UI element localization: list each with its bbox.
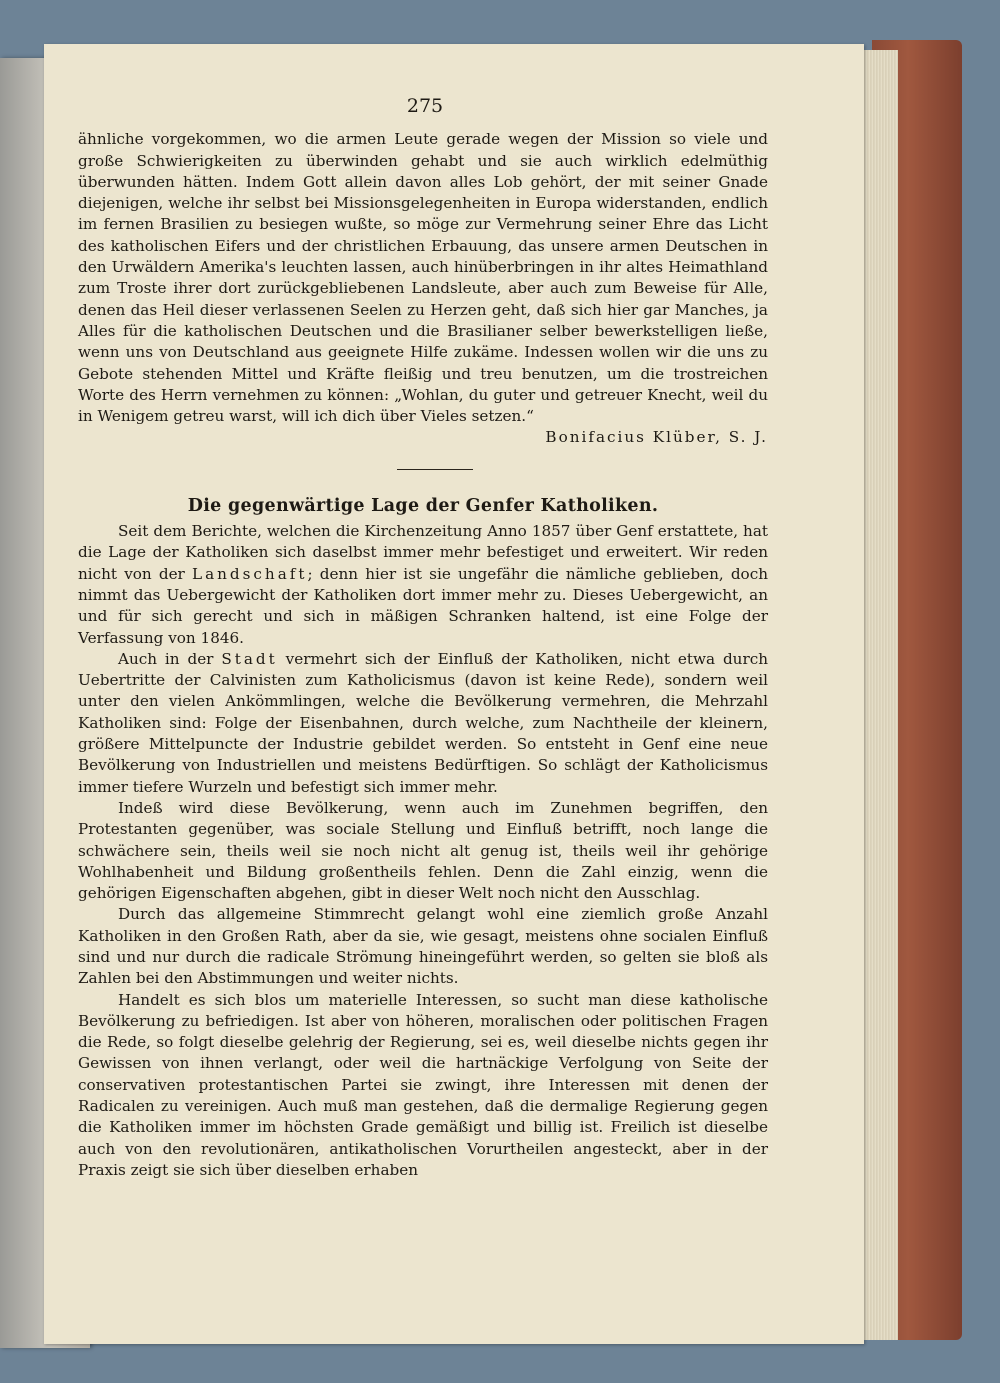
paragraph-text: Auch in der (118, 649, 222, 668)
paragraph-text: Seit dem Berichte, welchen die Kirchenzeitung Anno 1857 über Genf erstattete, hat die Lage der Katholiken sich daselbst immer mehr befestiget und erweitert. Wir reden nicht von der (78, 522, 768, 583)
intro-paragraph: ähnliche vorgekommen, wo die armen Leute gerade wegen der Mission so viele und große Schwierigkeiten zu überwinden gehabt und sie auch wirklich edelmüthig überwunden hätten. Indem Gott allein davon alles Lob gehört, der mit seiner Gnade diejenigen, welche ihr selbst bei Missionsgelegenheiten in Europa widerstanden, endlich im fernen Brasilien zu besiegen wußte, so möge zur Vermehrung seiner Ehre das Licht des katholischen Eifers und der christlichen Erbauung, das unsere armen Deutschen in den Urwäldern Amerika's leuchten lassen, auch hinüberbringen in ihr altes Heimathland zum Troste ihrer dort zurückgebliebenen Landsleute, aber auch zum Beweise für Alle, denen das Heil dieser verlassenen Seelen zu Herzen geht, daß sich hier gar Manches, ja Alles für die katholischen Deutschen und die Brasilianer selber bewerkstelligen ließe, wenn uns von Deutschland aus geeignete Hilfe zukäme. Indessen wollen wir die uns zu Gebote stehenden Mittel und Kräfte fleißig und treu benutzen, um die trostreichen Worte des Herrn vernehmen zu können: „Wohlan, du guter und getreuer Knecht, weil du in Wenigem getreu warst, will ich dich über Vieles setzen.“ (78, 130, 768, 426)
article-paragraph-3: Indeß wird diese Bevölkerung, wenn auch im Zunehmen begriffen, den Protestanten gegenüber, was sociale Stellung und Einfluß betrifft, noch lange die schwächere sein, theils weil sie noch nicht alt genug ist, theils weil ihr gehörige Wohlhabenheit und Bildung großentheils fehlen. Denn die Zahl einzig, wenn die gehörigen Eigenschaften abgehen, gibt in dieser Welt noch nicht den Ausschlag. (78, 798, 768, 903)
page-number: 275 (406, 95, 444, 117)
emphasized-word: Landschaft (191, 564, 308, 583)
article-paragraph-5: Handelt es sich blos um materielle Interessen, so sucht man diese katholische Bevölkerung zu befriedigen. Ist aber von höheren, moralischen oder politischen Fragen die Rede, so folgt dieselbe gelehrig der Regierung, sei es, weil dieselbe nichts gegen ihr Gewissen von ihnen verlangt, oder weil die hartnäckige Verfolgung von Seite der conservativen protestantischen Partei sie zwingt, ihre Interessen mit denen der Radicalen zu vereinigen. Auch muß man gestehen, daß die dermalige Regierung gegen die Katholiken immer im höchsten Grade gemäßigt und billig ist. Freilich ist dieselbe auch von den revolutionären, antikatholischen Vorurtheilen angesteckt, aber in der Praxis zeigt sie sich über dieselben erhaben (78, 990, 768, 1179)
article-paragraph-4: Durch das allgemeine Stimmrecht gelangt wohl eine ziemlich große Anzahl Katholiken in den Großen Rath, aber da sie, wie gesagt, meistens ohne socialen Einfluß sind und nur durch die radicale Strömung hineingeführt werden, so gelten sie bloß als Zahlen bei den Abstimmungen und weiter nichts. (78, 905, 768, 988)
article-title: Die gegenwärtige Lage der Genfer Katholiken. (187, 495, 659, 516)
article-paragraph-2 (78, 649, 768, 798)
paragraph-text: vermehrt sich der Einfluß der Katholiken, nicht etwa durch Uebertritte der Calvinisten zum Katholicismus (davon ist keine Rede), sondern weil unter den vielen Ankömmlingen, welche die Bevölkerung vermehren, die Mehrzahl Katholiken sind: Folge der Eisenbahnen, durch welche, zum Nachtheile der kleinern, größere Mittelpuncte der Industrie gebildet werden. So entsteht in Genf eine neue Bevölkerung von Industriellen und meistens Bedürftigen. So schlägt der Katholicismus immer tiefere Wurzeln und befestigt sich immer mehr. (78, 649, 768, 796)
page-content (78, 96, 768, 1181)
section-divider (397, 469, 473, 470)
paragraph-text: ; denn hier ist sie ungefähr die nämliche geblieben, doch nimmt das Uebergewicht der Katholiken dort immer mehr zu. Dieses Uebergewicht, an und für sich gerecht und sich in mäßigen Schranken haltend, ist eine Folge der Verfassung von 1846. (78, 564, 768, 647)
article-paragraph-1 (78, 521, 768, 649)
author-signature: Bonifacius Klüber, S. J. (545, 428, 768, 447)
book-page (44, 44, 864, 1344)
emphasized-word: Stadt (221, 649, 278, 668)
